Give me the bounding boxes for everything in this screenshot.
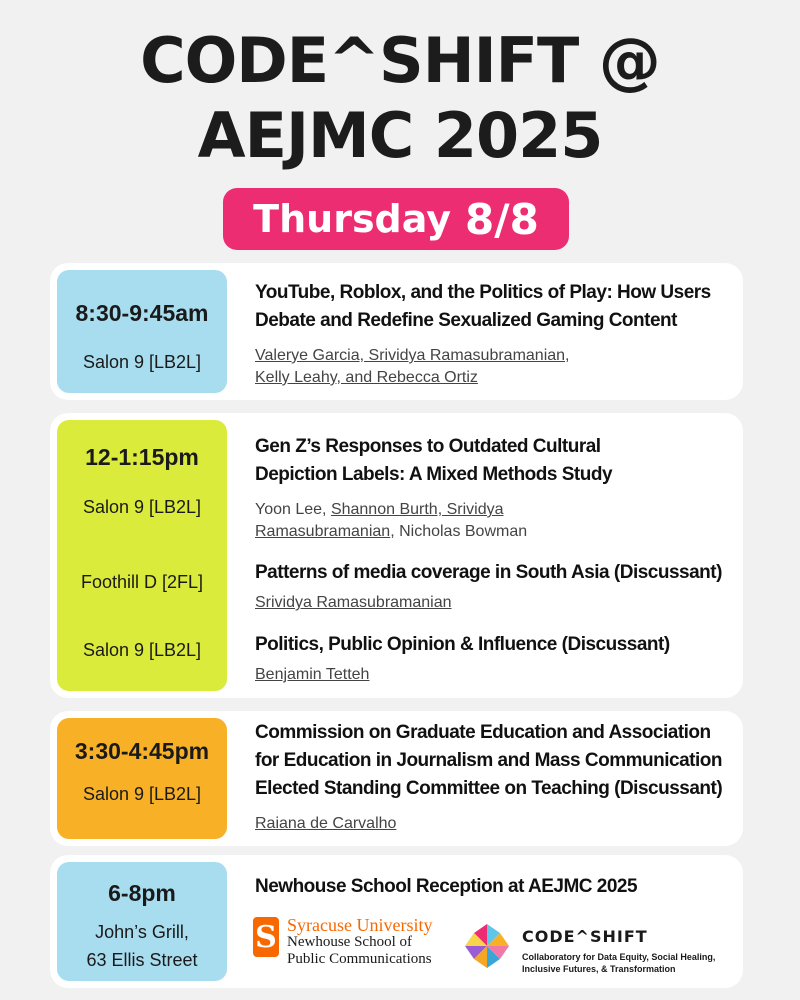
session-title: Commission on Graduate Education and Association for Education in Journalism and Mass Communication Elected Standing Committee on Teaching (Discussant) <box>255 722 723 799</box>
location-label: Salon 9 [LB2L] <box>82 640 202 660</box>
session-title: Patterns of media coverage in South Asia (Discussant) <box>255 562 722 583</box>
codeshift-logo: CODE^SHIFT Collaboratory for Data Equity, Social Healing, Inclusive Futures, & Transformation <box>462 921 742 977</box>
schedule-card-midday <box>50 413 743 698</box>
session-authors[interactable]: Yoon Lee, Shannon Burth, Srividya Ramasubramanian, Nicholas Bowman <box>255 501 528 540</box>
location-label: Foothill D [2FL] <box>80 572 204 592</box>
day-date: 8/8 <box>465 194 539 244</box>
schedule-card-morning <box>50 263 743 400</box>
session-authors[interactable]: Srividya Ramasubramanian <box>255 594 452 611</box>
time-box <box>57 270 227 393</box>
schedule-card-evening <box>50 855 743 988</box>
session-title: Newhouse School Reception at AEJMC 2025 <box>255 876 638 897</box>
syracuse-university-logo: S Syracuse University Newhouse School of Public Communications <box>253 917 453 977</box>
time-label: 8:30-9:45am <box>75 300 209 326</box>
pinwheel-icon <box>462 921 512 971</box>
session-title: YouTube, Roblox, and the Politics of Play: How Users Debate and Redefine Sexualized Gaming Content <box>255 282 711 331</box>
session-authors[interactable]: Valerye Garcia, Srividya Ramasubramanian, Kelly Leahy, and Rebecca Ortiz <box>255 347 570 386</box>
page-title-line-1: CODE^SHIFT @ <box>140 24 660 97</box>
schedule-card-afternoon <box>50 711 743 846</box>
time-label: 12-1:15pm <box>85 444 199 470</box>
time-box <box>57 862 227 981</box>
time-label: 3:30-4:45pm <box>74 738 210 764</box>
page-title-line-2: AEJMC 2025 <box>197 99 603 172</box>
session-authors[interactable]: Raiana de Carvalho <box>255 815 397 832</box>
day-badge <box>223 188 569 250</box>
location-label: John’s Grill, 63 Ellis Street <box>86 922 198 970</box>
time-label: 6-8pm <box>108 880 176 906</box>
location-label: Salon 9 [LB2L] <box>82 497 202 517</box>
session-title: Politics, Public Opinion & Influence (Discussant) <box>255 634 670 655</box>
day-name: Thursday <box>253 197 452 241</box>
session-authors[interactable]: Benjamin Tetteh <box>255 666 370 683</box>
location-label: Salon 9 [LB2L] <box>82 784 202 804</box>
session-title: Gen Z’s Responses to Outdated Cultural Depiction Labels: A Mixed Methods Study <box>255 436 613 485</box>
time-box <box>57 718 227 839</box>
syracuse-s-icon: S <box>253 917 279 957</box>
location-label: Salon 9 [LB2L] <box>82 352 202 372</box>
time-box <box>57 420 227 691</box>
